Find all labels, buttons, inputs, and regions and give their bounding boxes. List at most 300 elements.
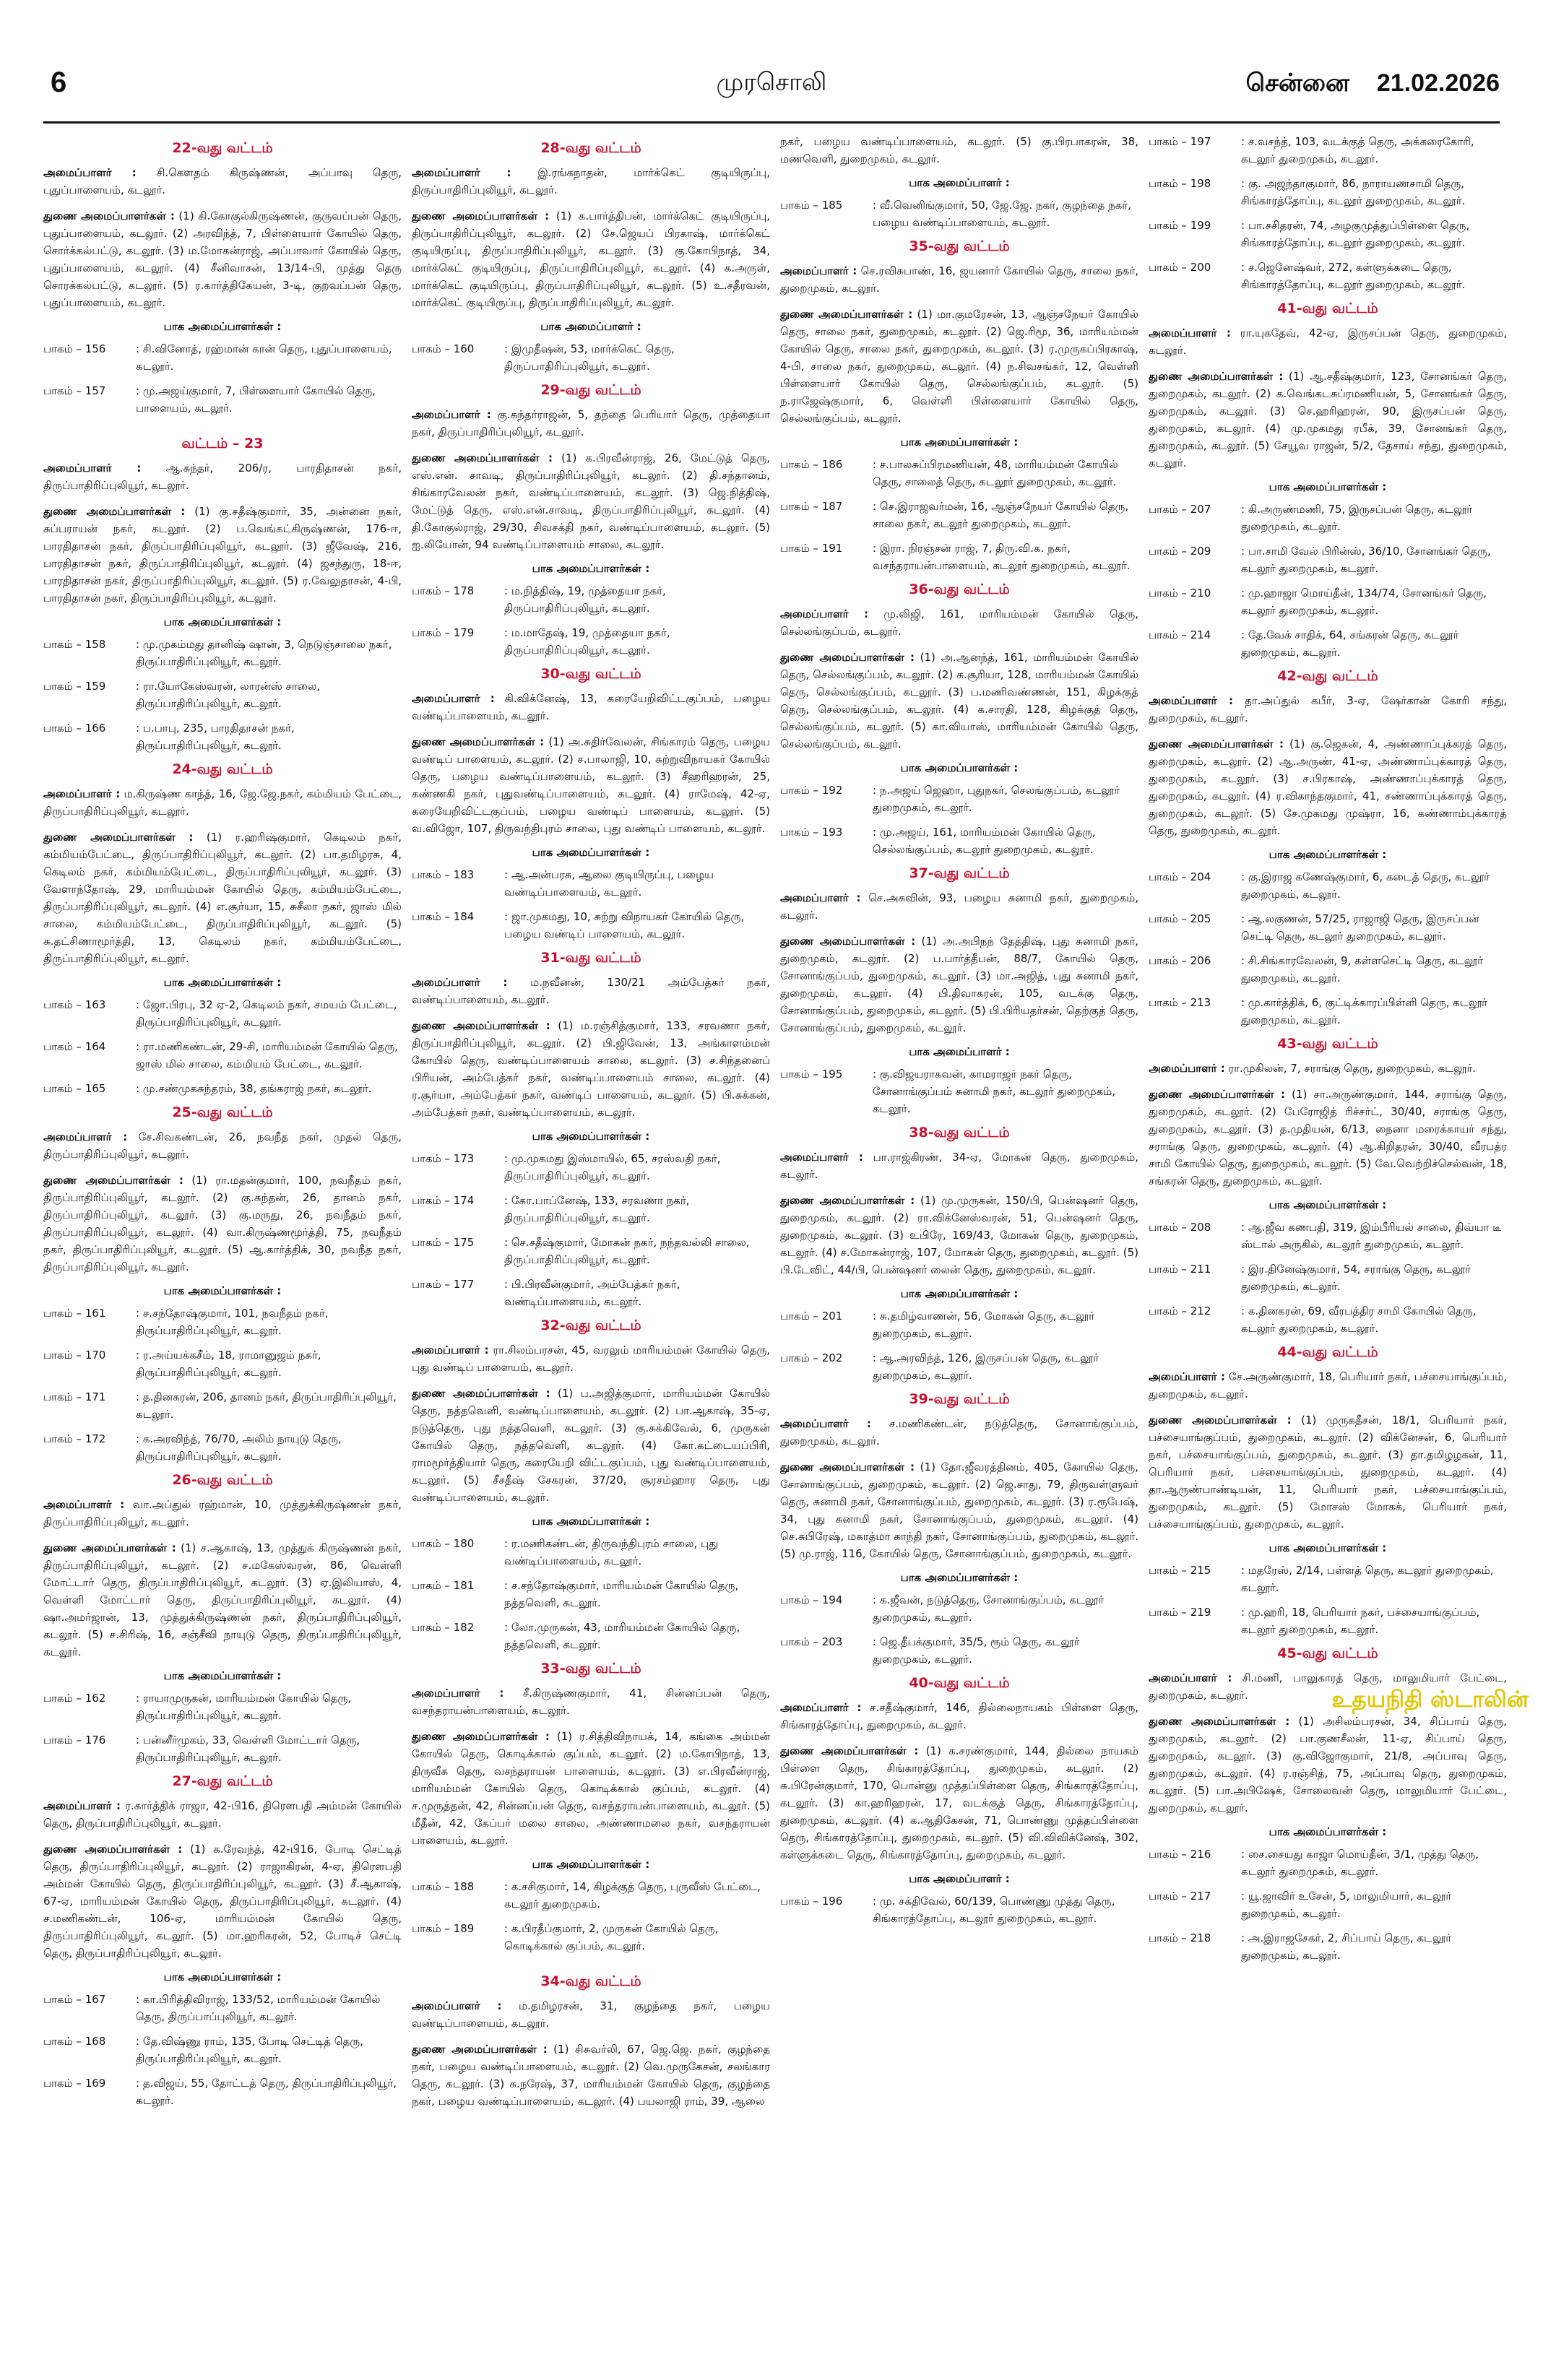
- ward-heading: 25-வது வட்டம்: [172, 1104, 273, 1120]
- booth-number: பாகம் – 177: [412, 1278, 475, 1291]
- booth-entry: [412, 866, 770, 901]
- organizer-paragraph: [43, 828, 402, 967]
- organizer-paragraph: [43, 1128, 402, 1163]
- column-4: [1149, 133, 1507, 2365]
- booth-entry: [412, 1192, 770, 1226]
- booth-number: பாகம் – 166: [43, 722, 106, 735]
- role-label: அமைப்பாளர் :: [412, 976, 508, 989]
- booth-entry: [412, 1577, 770, 1611]
- role-label: துணை அமைப்பாளர்கள் :: [1149, 1088, 1286, 1101]
- booth-entry: [1149, 994, 1507, 1029]
- booth-entry: [43, 2033, 402, 2067]
- section-subheading: பாக அமைப்பாளர்கள் :: [532, 562, 650, 575]
- booth-entry: [43, 2074, 402, 2109]
- ward-heading: 39-வது வட்டம்: [909, 1391, 1010, 1407]
- booth-organizer: : பி.பிரவீன்குமார், அம்பேத்கர் நகர், வண்டிப்பாளையம், கடலூர்.: [504, 1278, 680, 1308]
- organizer-paragraph: [412, 207, 770, 311]
- role-label: அமைப்பாளர் :: [1149, 1062, 1225, 1075]
- booth-number: பாகம் – 173: [412, 1152, 475, 1165]
- booth-entry: [1149, 1604, 1507, 1638]
- booth-number: பாகம் – 172: [43, 1432, 106, 1445]
- section-subheading: பாக அமைப்பாளர் :: [909, 176, 1010, 189]
- section-subheading: பாக அமைப்பாளர் :: [540, 320, 641, 333]
- role-label: துணை அமைப்பாளர்கள் :: [43, 1174, 183, 1187]
- booth-organizer: : மு.அஜய், 161, மாரியம்மன் கோயில் தெரு, செல்லங்குப்பம், கடலூர் துறைமுகம், கடலூர்.: [873, 826, 1096, 856]
- booth-entry: [43, 636, 402, 670]
- ward-heading: 26-வது வட்டம்: [172, 1472, 273, 1488]
- ward-heading: 45-வது வட்டம்: [1277, 1645, 1378, 1661]
- ward-heading: 35-வது வட்டம்: [909, 238, 1010, 254]
- ward-heading: 34-வது வட்டம்: [540, 1973, 641, 1989]
- organizer-paragraph: [412, 1684, 770, 1719]
- organizer-details: சே.சிவகண்டன், 26, நவநீத நகர், முதல் தெரு, திருப்பாதிரிப்புலியூர், கடலூர்.: [43, 1130, 402, 1161]
- booth-organizer: : மு.முகம்மது தானிஷ் ஷான், 3, நெடுஞ்சாலை நகர், திருப்பாதிரிப்புலியூர், கடலூர்.: [136, 638, 392, 668]
- organizer-details: இ.ரங்கநாதன், மார்க்கெட் குடியிருப்பு, திருப்பாதிரிப்புலியூர், கடலூர்.: [412, 166, 770, 196]
- booth-number: பாகம் – 187: [780, 500, 843, 513]
- column-1: [43, 133, 402, 2365]
- booth-number: பாகம் – 174: [412, 1194, 475, 1207]
- organizer-details: (1) க.ரேவந்த், 42-பி16, போடி செட்டித் தெரு, திருப்பாதிரிப்புலியூர், கடலூர். (2) ராஜாகிரன், 4-ஏ, திரௌபதி அம்மன் கோயில் தெரு, திருப்பாதிரிப்புலியூர், கடலூர். (3) சீ.ஆகாஷ், 67-ஏ, மாரியம்மன் கோயில் தெரு, திருப்பாதிரிப்புலியூர், கடலூர். (4) ச.மணிகண்டன், 106-ஏ, மாரியம்மன் கோயில் தெரு, திருப்பாதிரிப்புலியூர், கடலூர். (5) மா.ஹரிகரன், 52, போடிச் செட்டி தெரு, திருப்பாதிரிப்புலியூர், கடலூர்.: [43, 1843, 402, 1960]
- organizer-details: சீ.கிருஷ்ணகுமார், 41, சின்னப்பன் தெரு, வசந்தராயன்பாளையம், கடலூர்.: [412, 1687, 770, 1717]
- ward-heading: 43-வது வட்டம்: [1277, 1036, 1378, 1052]
- organizer-details: மு.லிஜி, 161, மாரியம்மன் கோயில் தெரு, செல்லங்குப்பம், கடலூர்.: [780, 607, 1138, 638]
- header-rule: [43, 121, 1500, 124]
- organizer-details: (1) ரா.மதன்குமார், 100, நவநீதம் நகர், திருப்பாதிரிப்புலியூர், கடலூர். (2) கு.சுந்தன், 26, தானம் நகர், திருப்பாதிரிப்புலியூர், கடலூர். (3) கு.மருது, 26, நவநீதம் நகர், திருப்பாதிரிப்புலியூர், கடலூர். (4) வா.கிருஷ்ணமூர்த்தி, 75, நவநீதம் நகர், திருப்பாதிரிப்புலியூர், கடலூர். (5) ஆ.கார்த்திக், 30, நவநீத நகர், திருப்பாதிரிப்புலியூர், கடலூர்.: [43, 1174, 402, 1273]
- booth-organizer: : ச.வசந்த், 103, வடக்குத் தெரு, அக்கரைகோரி, கடலூர் துறைமுகம், கடலூர்.: [1241, 135, 1474, 165]
- booth-entry: [780, 823, 1138, 858]
- role-label: துணை அமைப்பாளர்கள் :: [412, 451, 553, 464]
- booth-organizer: : அ.இராஜசேகர், 2, சிப்பாய் தெரு, கடலூர் துறைமுகம், கடலூர்.: [1241, 1931, 1452, 1962]
- organizer-paragraph: [1149, 1713, 1507, 1817]
- ward-heading: வட்டம் – 23: [181, 436, 264, 451]
- organizer-details: (1) ஆ.சதீஷ்குமார், 123, சோனங்கர் தெரு, துறைமுகம், கடலூர். (2) க.வெங்கடசுப்ரமணியன், 5, சோனங்கர் தெரு, துறைமுகம், கடலூர். (3) செ.ஹரிஹரன், 90, இருசப்பன் தெரு, துறைமுகம், கடலூர். (4) மு.முகமது ரபீக், 39, சோனங்கர் தெரு, துறைமுகம், கடலூர். (5) சேயூவ ராஜன், 5/2, தேசாய் சந்து, துறைமுகம், கடலூர்.: [1149, 370, 1507, 469]
- organizer-paragraph: [780, 932, 1138, 1037]
- booth-organizer: : தே.வேக் சாதிக், 64, சங்கரன் தெரு, கடலூர் துறைமுகம், கடலூர்.: [1241, 628, 1459, 659]
- booth-organizer: : ம.நித்திஷ், 19, முத்தையா நகர், திருப்பாதிரிப்புலியூர், கடலூர்.: [504, 584, 666, 615]
- booth-entry: [780, 1065, 1138, 1117]
- role-label: துணை அமைப்பாளர்கள் :: [780, 651, 915, 664]
- ward-heading: 27-வது வட்டம்: [172, 1773, 273, 1789]
- booth-number: பாகம் – 185: [780, 199, 843, 212]
- booth-organizer: : ம.மாதேஷ், 19, முத்தையா நகர், திருப்பாதிரிப்புலியூர், கடலூர்.: [504, 626, 670, 657]
- booth-number: பாகம் – 196: [780, 1895, 843, 1908]
- booth-number: பாகம் – 182: [412, 1621, 475, 1634]
- booth-organizer: : ந.அஜய் ஜெஹா, புதுநகர், செலங்குப்பம், கடலூர் துறைமுகம், கடலூர்.: [873, 784, 1120, 814]
- booth-organizer: : செ.சதீஷ்குமார், மோகன் நகர், நந்தவல்லி சாலை, திருப்பாதிரிப்புலியூர், கடலூர்.: [504, 1236, 750, 1266]
- booth-organizer: : க.அரவிந்த், 76/70, அலிம் நாயுடு தெரு, திருப்பாதிரிப்புலியூர், கடலூர்.: [136, 1432, 342, 1463]
- column-2: [412, 133, 770, 2365]
- role-label: துணை அமைப்பாளர்கள் :: [780, 1194, 915, 1207]
- role-label: அமைப்பாளர் :: [412, 408, 491, 421]
- role-label: அமைப்பாளர் :: [1149, 1671, 1232, 1684]
- masthead: [43, 66, 1500, 103]
- section-subheading: பாக அமைப்பாளர்கள் :: [900, 1287, 1019, 1300]
- booth-number: பாகம் – 161: [43, 1307, 106, 1320]
- booth-organizer: : தே.விஷ்ணு ராம், 135, போடி செட்டித் தெரு, திருப்பாதிரிப்புலியூர், கடலூர்.: [136, 2035, 363, 2065]
- booth-entry: [43, 1430, 402, 1465]
- role-label: துணை அமைப்பாளர்கள் :: [412, 1387, 550, 1400]
- booth-entry: [412, 582, 770, 617]
- booth-entry: [412, 340, 770, 375]
- booth-entry: [1149, 501, 1507, 535]
- booth-entry: [412, 1619, 770, 1653]
- booth-number: பாகம் – 165: [43, 1082, 106, 1095]
- booth-number: பாகம் – 217: [1149, 1890, 1211, 1903]
- booth-organizer: : கு. அஜந்தாகுமார், 86, நாராயணசாமி தெரு, சிங்காரத்தோப்பு, கடலூர் துறைமுகம், கடலூர்.: [1241, 177, 1466, 207]
- organizer-paragraph: [43, 785, 402, 820]
- organizer-details: தா.அப்துல் கபீர், 3-ஏ, ஷேர்கான் கோரி சந்து, துறைமுகம், கடலூர்.: [1149, 694, 1507, 724]
- booth-number: பாகம் – 213: [1149, 996, 1211, 1009]
- dateline: [1246, 69, 1500, 100]
- section-subheading: பாக அமைப்பாளர்கள் :: [900, 1571, 1019, 1584]
- organizer-details: (1) க.பிரவீன்ராஜ், 26, மேட்டுத் தெரு, எஸ்.என். சாவடி, திருப்பாதிரிப்புலியூர், கடலூர். (2) தி.சந்தானம், சிங்காரவேலன் நகர், வண்டிப்பாளையம், கடலூர். (3) ஜெ.நித்திஷ், மேட்டுத் தெரு, எஸ்.என்.சாவடி, திருப்பாதிரிப்புலியூர், கடலூர். (4) தி.கோகுல்ராஜ், 29/30, சிவசக்தி நகர், வண்டிப்பாளையம், கடலூர். (5) ஐ.லியோன், 94 வண்டிப்பாளையம் சாலை, கடலூர்.: [412, 451, 770, 551]
- booth-organizer: : க.தினகரன், 69, வீரபத்திர சாமி கோயில் தெரு, கடலூர் துறைமுகம், கடலூர்.: [1241, 1304, 1477, 1335]
- ward-heading: 33-வது வட்டம்: [540, 1661, 641, 1676]
- booth-entry: [1149, 259, 1507, 293]
- booth-entry: [43, 1038, 402, 1073]
- organizer-details: (1) சிசுவர்லி, 67, ஜெ.ஜெ. நகர், குழந்தை நகர், பழைய வண்டிப்பாளையம், கடலூர். (2) வெ.முருகேசன், சலங்கார தெரு, கடலூர். (3) சு.நரேஷ், 37, மாரியம்மன் கோயில் தெரு, குழந்தை நகர், பழைய வண்டிப்பாளையம், கடலூர். (4) பயலாஜி ராம், 39, ஆலை: [412, 2043, 770, 2108]
- organizer-details: சே.அருண்குமார், 18, பெரியார் நகர், பச்சையாங்குப்பம், துறைமுகம், கடலூர்.: [1149, 1370, 1507, 1401]
- section-subheading: பாக அமைப்பாளர்கள் :: [1268, 1825, 1387, 1838]
- organizer-paragraph: [780, 605, 1138, 640]
- ward-heading: 36-வது வட்டம்: [909, 581, 1010, 597]
- booth-entry: [1149, 584, 1507, 619]
- booth-number: பாகம் – 164: [43, 1040, 106, 1053]
- role-label: துணை அமைப்பாளர்கள் :: [43, 209, 175, 222]
- role-label: அமைப்பாளர் :: [43, 1498, 125, 1511]
- booth-number: பாகம் – 201: [780, 1310, 843, 1323]
- booth-number: பாகம் – 199: [1149, 219, 1211, 232]
- role-label: துணை அமைப்பாளர்கள் :: [43, 505, 186, 518]
- booth-organizer: : ஆ.அன்பரசு, ஆலை குடியிருப்பு, பழைய வண்டிப்பாளையம், கடலூர்.: [504, 868, 714, 899]
- booth-number: பாகம் – 156: [43, 342, 106, 355]
- booth-organizer: : மு.ஹாஜா மொய்தீன், 134/74, சோனங்கர் தெரு, கடலூர் துறைமுகம், கடலூர்.: [1241, 587, 1487, 617]
- role-label: துணை அமைப்பாளர்கள் :: [43, 1541, 176, 1554]
- section-subheading: பாக அமைப்பாளர் :: [909, 1872, 1010, 1885]
- booth-organizer: : ர.அய்யக்கசீம், 18, ராமானுஜம் நகர், திருப்பாதிரிப்புலியூர், கடலூர்.: [136, 1349, 321, 1379]
- organizer-details: ச.மணிகண்டன், நடுத்தெரு, சோனாங்குப்பம், துறைமுகம், கடலூர்.: [780, 1417, 1138, 1448]
- booth-entry: [1149, 1219, 1507, 1253]
- organizer-paragraph: [412, 449, 770, 553]
- booth-organizer: : மு.ஹரி, 18, பெரியார் நகர், பச்சையாங்குப்பம், கடலூர் துறைமுகம், கடலூர்.: [1241, 1606, 1480, 1636]
- booth-number: பாகம் – 179: [412, 626, 475, 639]
- booth-entry: [780, 1349, 1138, 1384]
- booth-entry: [412, 1920, 770, 1955]
- organizer-paragraph: [412, 1385, 770, 1506]
- organizer-details: நகர், பழைய வண்டிப்பாளையம், கடலூர். (5) கு.பிரபாகரன், 38, மணவெளி, துறைமுகம், கடலூர்.: [780, 135, 1138, 165]
- booth-number: பாகம் – 209: [1149, 545, 1211, 558]
- organizer-details: ஆ.சுந்தர், 206/ர, பாரதிதாசன் நகர், திருப்பாதிரிப்புலியூர், கடலூர்.: [43, 462, 402, 492]
- role-label: அமைப்பாளர் :: [780, 1417, 871, 1430]
- organizer-paragraph: [412, 1341, 770, 1376]
- booth-number: பாகம் – 212: [1149, 1304, 1211, 1317]
- booth-organizer: : ரா.யோகேஸ்வரன், லாரன்ஸ் சாலை, திருப்பாதிரிப்புலியூர், கடலூர்.: [136, 680, 321, 710]
- role-label: துணை அமைப்பாளர்கள் :: [43, 1843, 183, 1856]
- booth-organizer: : கு.இராஜ கணேஷ்குமார், 6, கடைத் தெரு, கடலூர் துறைமுகம், கடலூர்.: [1241, 870, 1490, 901]
- booth-entry: [780, 1633, 1138, 1668]
- organizer-paragraph: [780, 1148, 1138, 1183]
- booth-number: பாகம் – 203: [780, 1635, 843, 1648]
- booth-entry: [1149, 1562, 1507, 1596]
- organizer-paragraph: [1149, 692, 1507, 727]
- booth-organizer: : மு. சக்திவேல், 60/139, பொண்ணு முத்து தெரு, சிங்காரத்தோப்பு, கடலூர் துறைமுகம், கடலூர்.: [873, 1895, 1115, 1925]
- booth-number: பாகம் – 171: [43, 1390, 106, 1403]
- booth-entry: [412, 1276, 770, 1310]
- organizer-details: ம.நவீனன், 130/21 அம்பேத்கர் நகர், வண்டிப்பாளையம், கடலூர்.: [412, 976, 770, 1006]
- organizer-details: செ.அசுவின், 93, பழைய சுனாமி நகர், துறைமுகம், கடலூர்.: [780, 891, 1138, 922]
- ward-heading: 29-வது வட்டம்: [540, 382, 641, 398]
- organizer-details: (1) அ.ஆனந்த், 161, மாரியம்மன் கோயில் தெரு, செல்லங்குப்பம், கடலூர். (2) சு.சூரியா, 128, மாரியம்மன் கோயில் தெரு, செல்லங்குப்பம், கடலூர். (3) ப.மணிவண்ணன், 151, கிழக்குத் தெரு, செல்லங்குப்பம், கடலூர். (4) க.சாரதி, 128, கிழக்குத் தெரு, செல்லங்குப்பம், கடலூர். (5) கா.வியாஸ், மாரியம்மன் கோயில் தெரு, செல்லங்குப்பம், கடலூர்.: [780, 651, 1138, 750]
- booth-number: பாகம் – 188: [412, 1880, 475, 1893]
- booth-entry: [43, 1689, 402, 1724]
- organizer-details: (1) கு.சதீஷ்குமார், 35, அன்னை நகர், சுப்பராயன் நகர், கடலூர். (2) ப.வெங்கட்கிருஷ்ணன், 176-ஈ, பாரதிதாசன் நகர், திருப்பாதிரிப்புலியூர், கடலூர். (3) ஜீவேஷ், 216, பாரதிதாசன் நகர், திருப்பாதிரிப்புலியூர், கடலூர். (4) ஜசந்துரு, 18-ஈ, பாரதிதாசன் நகர், திருப்பாதிரிப்புலியூர், கடலூர். (5) ர.வேலுதாசன், 4-பி, பாரதிதாசன் நகர், திருப்பாதிரிப்புலியூர், கடலூர்.: [43, 505, 402, 605]
- role-label: அமைப்பாளர் :: [780, 607, 869, 620]
- booth-number: பாகம் – 158: [43, 638, 106, 651]
- booth-organizer: : ச.பாலசுப்பிரமணியன், 48, மாரியம்மன் கோயில் தெரு, சாலைத் தெரு, கடலூர் துறைமுகம், கடலூர்.: [873, 458, 1118, 488]
- role-label: அமைப்பாளர் :: [43, 1130, 128, 1143]
- article-body: [43, 133, 1507, 2365]
- section-subheading: பாக அமைப்பாளர்கள் :: [163, 320, 282, 333]
- booth-number: பாகம் – 183: [412, 868, 475, 881]
- section-subheading: பாக அமைப்பாளர்கள் :: [1268, 480, 1387, 493]
- section-subheading: பாக அமைப்பாளர் :: [909, 1045, 1010, 1058]
- booth-organizer: : கோ.பாப்னேஷ், 133, சரவணா நகர், திருப்பாதிரிப்புலியூர், கடலூர்.: [504, 1194, 690, 1224]
- organizer-paragraph: [43, 1539, 402, 1661]
- organizer-details: சி.கௌதம் கிருஷ்ணன், அப்பாவு தெரு, புதுப்பாளையம், கடலூர்.: [43, 166, 402, 196]
- organizer-paragraph: [412, 1728, 770, 1849]
- ward-heading: 22-வது வட்டம்: [172, 140, 273, 156]
- role-label: அமைப்பாளர் :: [412, 692, 495, 705]
- role-label: துணை அமைப்பாளர்கள் :: [780, 1461, 915, 1474]
- organizer-details: ரா.யுகதேவ், 42-ஏ, இருசப்பன் தெரு, துறைமுகம், கடலூர்.: [1149, 326, 1507, 357]
- booth-number: பாகம் – 191: [780, 542, 843, 555]
- organizer-paragraph: [412, 974, 770, 1008]
- organizer-paragraph: [43, 1172, 402, 1276]
- organizer-details: சி.மணி, பாலுகாரத் தெரு, மாலுமியார் பேட்டை, துறைமுகம், கடலூர்.: [1149, 1671, 1507, 1702]
- booth-number: பாகம் – 211: [1149, 1263, 1211, 1276]
- organizer-details: (1) ப.அஜித்குமார், மாரியம்மன் கோயில் தெரு, நத்தவெளி, வண்டிப்பாளையம், கடலூர். (2) பா.ஆகாஷ், 35-ஏ, நடுத்தெரு, புது நத்தவெளி, கடலூர். (3) கு.சுக்கிவேல், 6, முருகன் கோயில் தெரு, நத்தவெளி, கடலூர். (4) கோ.கட்டையப்பிரி, ராமமூர்த்தியார் தெரு, கரையேறி விட்டகுப்பம், புது வண்டிப்பாளையம், கடலூர். (5) சீசதீஷ் சேகரன், 37/20, சூரசம்ஹார தெரு, புது வண்டிப்பாளையம், கடலூர்.: [412, 1387, 770, 1504]
- booth-organizer: : இர.தினேஷ்குமார், 54, சராங்கு தெரு, கடலூர் துறைமுகம், கடலூர்.: [1241, 1263, 1471, 1293]
- role-label: அமைப்பாளர் :: [780, 264, 857, 277]
- booth-organizer: : க.பிரதீப்குமார், 2, முருகன் கோயில் தெரு, கொடிக்கால் குப்பம், கடலூர்.: [504, 1922, 719, 1952]
- organizer-details: ர.கார்த்திக் ராஜா, 42-பி16, திரௌபதி அம்மன் கோயில் தெரு, திருப்பாதிரிப்புலியூர், கடலூர்.: [43, 1799, 402, 1830]
- booth-entry: [43, 1991, 402, 2025]
- section-subheading: பாக அமைப்பாளர்கள் :: [1268, 1541, 1387, 1554]
- booth-entry: [43, 678, 402, 712]
- ward-heading: 32-வது வட்டம்: [540, 1317, 641, 1333]
- booth-number: பாகம் – 175: [412, 1236, 475, 1249]
- booth-entry: [412, 1878, 770, 1913]
- booth-number: பாகம் – 157: [43, 384, 106, 397]
- organizer-details: கு.சுந்தர்ராஜன், 5, தந்தை பெரியார் தெரு, முத்தையா நகர், திருப்பாதிரிப்புலியூர், கடலூர்.: [412, 408, 770, 438]
- booth-entry: [1149, 952, 1507, 987]
- role-label: துணை அமைப்பாளர்கள் :: [1149, 737, 1284, 750]
- organizer-details: (1) சா.அருண்குமார், 144, சராங்கு தெரு, துறைமுகம், கடலூர். (2) பேரோஜித் ரிச்சர்ட், 30/40, சராங்கு தெரு, துறைமுகம், கடலூர். (3) த.முதியன், 6/13, நைனா மரைக்காயர் சந்து, சராங்கு தெரு, துறைமுகம், கடலூர். (4) ஆ.கிறிதரன், 30/40, வீரபத்ர சாமி கோயில் தெரு, துறைமுகம், கடலூர். (5) வே.வெற்றிச்செல்வன், 18, சங்கரன் தெரு, துறைமுகம், கடலூர்.: [1149, 1088, 1507, 1187]
- booth-entry: [1149, 217, 1507, 251]
- role-label: துணை அமைப்பாளர்கள் :: [412, 735, 545, 748]
- booth-entry: [1149, 542, 1507, 577]
- booth-entry: [780, 1591, 1138, 1626]
- organizer-details: (1) ம.ரஞ்சித்குமார், 133, சரவணா நகர், திருப்பாதிரிப்புலியூர், கடலூர். (2) பி.ஜிவேன், 13, அங்காளம்மன் கோயில் தெரு, வண்டிப்பாளையம் சாலை, கடலூர். (3) ச.சிந்தனைப் பிரியன், அம்பேத்கர் நகர், வண்டிப்பாளையம் சாலை, கடலூர். (4) ர.சூர்யா, அம்பேத்கர் நகர், வண்டிப் பாளையம், கடலூர். (5) பி.சுக்கன், அம்பேத்கர் நகர், வண்டிப்பாளையம், கடலூர்.: [412, 1019, 770, 1119]
- booth-entry: [412, 908, 770, 943]
- organizer-paragraph: [1149, 1086, 1507, 1190]
- role-label: துணை அமைப்பாளர்கள் :: [1149, 370, 1284, 383]
- ward-heading: 44-வது வட்டம்: [1277, 1344, 1378, 1360]
- booth-entry: [43, 382, 402, 417]
- organizer-details: (1) கி.கோகுல்கிருஷ்ணன், குருவப்பன் தெரு, புதுப்பாளையம், கடலூர். (2) அரவிந்த், 7, பிள்ளையார் கோயில் தெரு, சொர்க்கல்பட்டு, கடலூர். (3) ம.மோகன்ராஜ், அப்பாவார் கோயில் தெரு, புதுப்பாளையம், கடலூர். (4) சீனிவாசன், 13/14-பி, முத்து தெரு சொரக்கல்பட்டு, கடலூர். (5) ர.கார்த்திகேயன், 3-டி, குறவப்பன் தெரு, புதுப்பாளையம், கடலூர்.: [43, 209, 402, 309]
- organizer-paragraph: [1149, 1060, 1507, 1077]
- booth-number: பாகம் – 197: [1149, 135, 1211, 148]
- booth-entry: [43, 1731, 402, 1766]
- role-label: அமைப்பாளர் :: [780, 1701, 862, 1714]
- booth-number: பாகம் – 206: [1149, 954, 1211, 967]
- booth-entry: [412, 1150, 770, 1185]
- booth-number: பாகம் – 189: [412, 1922, 475, 1935]
- organizer-paragraph: [780, 262, 1138, 297]
- section-subheading: பாக அமைப்பாளர்கள் :: [163, 1970, 282, 1983]
- booth-entry: [780, 196, 1138, 231]
- booth-entry: [1149, 868, 1507, 903]
- organizer-details: (1) க.சரண்குமார், 144, தில்லை நாயகம் பிள்ளை தெரு, சிங்காரத்தோப்பு, துறைமுகம், கடலூர். (2) சு.பிரேன்குமார், 170, பொன்னு முத்தப்பிள்ளை தெரு, சிங்காரத்தோப்பு, கடலூர். (3) கா.ஹரிஹரன், 17, வடக்குத் தெரு, சிங்காரத்தோப்பு, துறைமுகம், கடலூர். (4) க.ஆதிகேசன், 71, பொண்ணு முத்தப்பிள்ளை தெரு, சிங்காரத்தோப்பு, துறைமுகம், கடலூர். (5) வி.விவிக்னேஷ், 302, கள்ளுக்கடை தெரு, சிங்காரத்தோப்பு, துறைமுகம், கடலூர்.: [780, 1744, 1138, 1861]
- booth-organizer: : ஜோ.பிரபு, 32 ஏ-2, கெடிலம் நகர், சமயம் பேட்டை, திருப்பாதிரிப்புலியூர், கடலூர்.: [136, 998, 397, 1029]
- booth-organizer: : க.சசிகுமார், 14, கிழக்குத் தெரு, புருவீஸ் பேட்டை, கடலூர் துறைமுகம்.: [504, 1880, 761, 1911]
- booth-number: பாகம் – 219: [1149, 1606, 1211, 1619]
- organizer-paragraph: [780, 306, 1138, 427]
- section-subheading: பாக அமைப்பாளர்கள் :: [163, 1669, 282, 1682]
- role-label: அமைப்பாளர் :: [1149, 326, 1231, 339]
- organizer-paragraph: [412, 733, 770, 837]
- signature: உதயநிதி ஸ்டாலின்: [1331, 1687, 1529, 1713]
- role-label: துணை அமைப்பாளர்கள் :: [412, 1730, 550, 1743]
- role-label: அமைப்பாளர் :: [43, 1799, 121, 1812]
- booth-entry: [1149, 133, 1507, 168]
- role-label: துணை அமைப்பாளர்கள் :: [780, 308, 913, 321]
- booth-entry: [43, 1304, 402, 1339]
- organizer-details: ம.கிருஷ்ண காந்த், 16, ஜே.ஜே.நகர், கம்மியம் பேட்டை, திருப்பாதிரிப்புலியூர், கடலூர்.: [43, 787, 402, 818]
- section-subheading: பாக அமைப்பாளர்கள் :: [1268, 848, 1387, 861]
- organizer-details: (1) அ.அபிநந் தேத்திஷ், புது சுனாமி நகர், துறைமுகம், கடலூர். (2) ப.பார்த்தீபன், 88/7, கோயில் தெரு, சோனாங்குப்பம், துறைமுகம், கடலூர். (3) மா.அஜித், புது சுனாமி நகர், துறைமுகம், கடலூர். (4) பி.திவாகரன், 105, வடக்கு தெரு, சோனாங்குப்பம், துறைமுகம், கடலூர். (5) பி.பிரியதர்சன், தெற்குத் தெரு, சோனாங்குப்பம், துறைமுகம், கடலூர்.: [780, 935, 1138, 1034]
- organizer-paragraph: [780, 1192, 1138, 1278]
- booth-organizer: : வீ.வெனிங்குமார், 50, ஜே.ஜே. நகர், குழந்தை நகர், பழைய வண்டிப்பாளையம், கடலூர்.: [873, 199, 1131, 229]
- organizer-paragraph: [412, 406, 770, 441]
- organizer-details: பா.ராஜ்கிரண், 34-ஏ, மோகன் தெரு, துறைமுகம், கடலூர்.: [780, 1151, 1138, 1181]
- booth-entry: [1149, 1302, 1507, 1337]
- booth-organizer: : மு.முகமது இஸ்மாயில், 65, சரஸ்வதி நகர், திருப்பாதிரிப்புலியூர், கடலூர்.: [504, 1152, 721, 1182]
- booth-organizer: : யூ.ஜாவிர் உசேன், 5, மாலுமியார், கடலூர் துறைமுகம், கடலூர்.: [1241, 1890, 1452, 1920]
- booth-organizer: : மதரேஸ், 2/14, பள்ளத் தெரு, கடலூர் துறைமுகம், கடலூர்.: [1241, 1564, 1494, 1594]
- role-label: துணை அமைப்பாளர்கள் :: [412, 2043, 548, 2056]
- role-label: துணை அமைப்பாளர்கள் :: [780, 1744, 919, 1757]
- role-label: அமைப்பாளர் :: [43, 462, 142, 475]
- organizer-details: ரா.முகிலன், 7, சராங்கு தெரு, துறைமுகம், கடலூர்.: [1224, 1062, 1477, 1075]
- organizer-paragraph: [780, 1415, 1138, 1450]
- organizer-paragraph: [1149, 735, 1507, 839]
- organizer-details: வா.அப்துல் ரஹ்மான், 10, முத்துக்கிருஷ்ணன் நகர், திருப்பாதிரிப்புலியூர், கடலூர்.: [43, 1498, 402, 1528]
- booth-entry: [780, 1892, 1138, 1927]
- ward-heading: 30-வது வட்டம்: [540, 666, 641, 682]
- ward-heading: 42-வது வட்டம்: [1277, 668, 1378, 684]
- ward-heading: 40-வது வட்டம்: [909, 1675, 1010, 1691]
- organizer-paragraph: [780, 1458, 1138, 1562]
- role-label: துணை அமைப்பாளர்கள் :: [412, 1019, 550, 1032]
- organizer-paragraph: [43, 503, 402, 607]
- organizer-paragraph: [412, 1017, 770, 1121]
- role-label: அமைப்பாளர் :: [412, 1687, 504, 1700]
- booth-entry: [1149, 1260, 1507, 1295]
- booth-organizer: : கி.அருண்மணி, 75, இருசப்பன் தெரு, கடலூர் துறைமுகம், கடலூர்.: [1241, 503, 1473, 533]
- booth-entry: [43, 996, 402, 1031]
- organizer-paragraph: [1149, 1411, 1507, 1533]
- booth-entry: [1149, 626, 1507, 661]
- organizer-details: செ.ரவிசுபாண், 16, ஜயனார் கோயில் தெரு, சாலை நகர், துறைமுகம், கடலூர்.: [780, 264, 1138, 295]
- organizer-paragraph: [43, 459, 402, 494]
- organizer-details: (1) மா.குமரேசன், 13, ஆஞ்சநேயர் கோயில் தெரு, சாலை நகர், துறைமுகம், கடலூர். (2) ஜெ.ரிமூ, 36, மாரியம்மன் கோயில் தெரு, சாலை நகர், துறைமுகம், கடலூர். (3) ர.முருகப்பிரகாஷ், 4-பி, சாலை நகர், துறைமுகம், கடலூர். (4) ந.சிவசங்கர், 12, வெள்ளி பிள்ளையார் கோயில் தெரு, செல்லங்குப்பம், கடலூர். (5) ந.ராஜேஷ்குமார், 6, வெள்ளி பிள்ளையார் கோயில் தெரு, செல்லங்குப்பம், கடலூர்.: [780, 308, 1138, 425]
- organizer-details: (1) அ.சுதிர்வேலன், சிங்காரம் தெரு, பழைய வண்டிப் பாளையம், கடலூர். (2) ச.பாலாஜி, 10, சுற்றுவிநாயகர் கோயில் தெரு, பழைய வண்டிப்பாளையம், கடலூர். (3) சீஹரிஹரன், 25, கண்ணகி நகர், புதுவண்டிப்பாளையம், கடலூர். (4) ராமேஷ், 42-ஏ, கரையேறிவிட்டகுப்பம், பழைய வண்டிப் பாளையம், கடலூர். (5) வ.விஜோ, 107, திருவந்திபுரம் சாலை, புது வண்டிப் பாளையம், கடலூர்.: [412, 735, 770, 835]
- booth-number: பாகம் – 186: [780, 458, 843, 471]
- role-label: அமைப்பாளர் :: [780, 1151, 863, 1164]
- booth-number: பாகம் – 160: [412, 342, 475, 355]
- organizer-details: கி.விக்னேஷ், 13, கரையேறிவிட்டகுப்பம், பழைய வண்டிப்பாளையம், கடலூர்.: [412, 692, 770, 722]
- booth-organizer: : சி.வினோத், ரஹ்மான் கான் தெரு, புதுப்பாளையம், கடலூர்.: [136, 342, 392, 373]
- booth-organizer: : பா.சாமி வேல் பிரின்ஸ், 36/10, சோனங்கர் தெரு, கடலூர் துறைமுகம், கடலூர்.: [1241, 545, 1491, 575]
- booth-organizer: : ர.மணிகண்டன், திருவந்திபுரம் சாலை, புது வண்டிப்பாளையம், கடலூர்.: [504, 1537, 719, 1567]
- organizer-details: ரா.சிலம்பரசன், 45, வரலும் மாரியம்மன் கோயில் தெரு, புது வண்டிப் பாளையம், கடலூர்.: [412, 1343, 770, 1374]
- dateline-date: 21.02.2026: [1376, 69, 1500, 97]
- booth-organizer: : பா.சசிதரன், 74, அழகுமுத்துப்பிள்ளை தெரு, சிங்காரத்தோப்பு, கடலூர் துறைமுகம், கடலூர்.: [1241, 219, 1470, 249]
- booth-entry: [780, 1307, 1138, 1342]
- booth-number: பாகம் – 170: [43, 1349, 106, 1362]
- role-label: அமைப்பாளர் :: [1149, 694, 1234, 707]
- booth-organizer: : செ.இராஜவர்மன், 16, ஆஞ்சநேயர் கோயில் தெரு, சாலை நகர், கடலூர் துறைமுகம், கடலூர்.: [873, 500, 1129, 530]
- booth-organizer: : லோ.முருகன், 43, மாரியம்மன் கோயில் தெரு, நத்தவெளி, கடலூர்.: [504, 1621, 740, 1651]
- booth-organizer: : ச.சந்தோஷ்குமார், 101, நவநீதம் நகர், திருப்பாதிரிப்புலியூர், கடலூர்.: [136, 1307, 329, 1337]
- booth-number: பாகம் – 214: [1149, 628, 1211, 641]
- section-subheading: பாக அமைப்பாளர்கள் :: [532, 1130, 650, 1143]
- booth-entry: [780, 498, 1138, 532]
- ward-heading: 28-வது வட்டம்: [540, 140, 641, 156]
- newspaper-name: முரசொலி: [716, 68, 827, 97]
- organizer-details: ச.சதீஷ்குமார், 146, தில்லைநாயகம் பிள்ளை தெரு, சிங்காரத்தோப்பு, துறைமுகம், கடலூர்.: [780, 1701, 1138, 1731]
- booth-organizer: : ஜா.முகமது, 10, சுற்று விநாயகர் கோயில் தெரு, பழைய வண்டிப் பாளையம், கடலூர்.: [504, 910, 745, 940]
- booth-number: பாகம் – 193: [780, 826, 843, 839]
- booth-entry: [412, 1535, 770, 1570]
- booth-organizer: : கா.பிரித்திவிராஜ், 133/52, மாரியம்மன் கோயில் தெரு, திருப்பாப்புலியூர், கடலூர்.: [136, 1993, 381, 2023]
- booth-organizer: : த.தினகரன், 206, தானம் நகர், திருப்பாதிரிப்புலியூர், கடலூர்.: [136, 1390, 397, 1421]
- organizer-paragraph: [780, 649, 1138, 753]
- organizer-paragraph: [780, 889, 1138, 924]
- booth-number: பாகம் – 216: [1149, 1848, 1211, 1861]
- booth-entry: [1149, 1845, 1507, 1880]
- role-label: துணை அமைப்பாளர்கள் :: [780, 935, 916, 948]
- organizer-details: (1) தோ.ஜீவரத்தினம், 405, கோயில் தெரு, சோனாங்குப்பம், துறைமுகம், கடலூர். (2) ஜெ.சாது, 79, திருவள்ளுவர் தெரு, சுனாமி நகர், சோனாங்குப்பம், துறைமுகம், கடலூர். (3) ர.ரூபேஷ், 34, புது சுனாமி நகர், சோனாங்குப்பம், துறைமுகம், கடலூர். (4) செ.சுபிரேஷ், மகாத்மா காந்தி நகர், சோனாங்குப்பம், துறைமுகம், கடலூர். (5) மு.ராஜ், 116, கோயில் தெரு, சோனாங்குப்பம், துறைமுகம், கடலூர்.: [780, 1461, 1138, 1560]
- section-subheading: பாக அமைப்பாளர்கள் :: [532, 1858, 650, 1871]
- booth-organizer: : ரா.மணிகண்டன், 29-சி, மாரியம்மன் கோயில் தெரு, ஜாஸ் மில் சாலை, கம்மியம் பேட்டை, கடலூர்.: [136, 1040, 398, 1070]
- booth-entry: [780, 540, 1138, 574]
- booth-number: பாகம் – 210: [1149, 587, 1211, 600]
- organizer-details: ம.தமிழரசன், 31, குழந்தை நகர், பழைய வண்டிப்பாளையம், கடலூர்.: [412, 1999, 770, 2030]
- booth-entry: [412, 624, 770, 659]
- organizer-paragraph: [43, 1840, 402, 1962]
- dateline-city: சென்னை: [1245, 69, 1350, 97]
- ward-heading: 38-வது வட்டம்: [909, 1125, 1010, 1141]
- organizer-details: (1) ர.சித்திவிநாயக், 14, கங்கை அம்மன் கோயில் தெரு, கொடிக்கால் குப்பம், கடலூர். (2) ம.கோபிநாத், 13, திருவீக தெரு, வசந்தராயன் பாளையம், கடலூர். (3) எ.பிரவீன்ராஜ், மாரியம்மன் கோயில் தெரு, கொடிக்கால் குப்பம், கடலூர். (4) ச.முருத்தன், 42, சின்னப்பன் தெரு, வசந்தராயன்பாளையம், கடலூர். (5) மீதீன், 42, கேப்பர் மலை சாலை, அண்ணாமலை நகர், வசந்தராயன் பாளையம், கடலூர்.: [412, 1730, 770, 1847]
- organizer-paragraph: [1149, 368, 1507, 472]
- booth-organizer: : ஆ.அரவிந்த், 126, இருசப்பன் தெரு, கடலூர் துறைமுகம், கடலூர்.: [873, 1351, 1099, 1382]
- role-label: அமைப்பாளர் :: [412, 1999, 502, 2012]
- role-label: அமைப்பாளர் :: [412, 1343, 489, 1356]
- booth-organizer: : த.விஜய், 55, தோட்டத் தெரு, திருப்பாதிரிப்புலியூர், கடலூர்.: [136, 2077, 397, 2107]
- section-subheading: பாக அமைப்பாளர்கள் :: [163, 976, 282, 989]
